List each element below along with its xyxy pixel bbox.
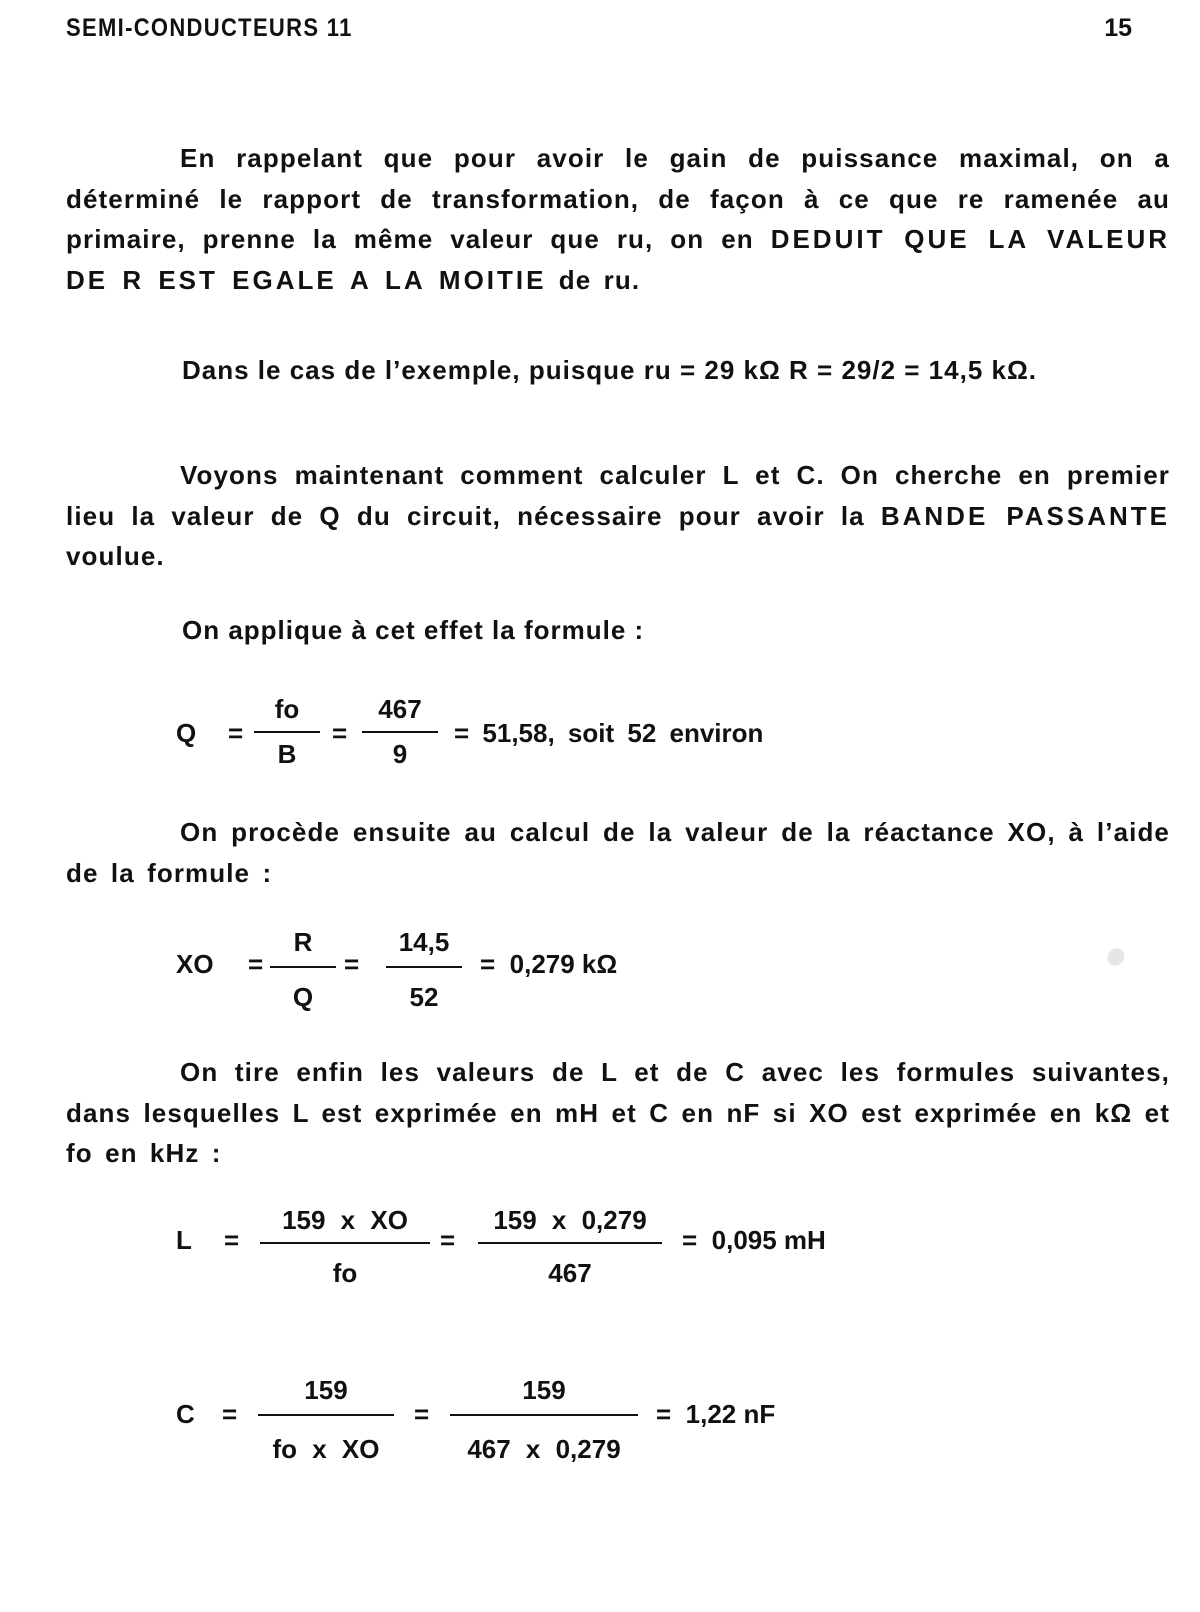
- paragraph-text: On tire enfin les valeurs de L et de C avec les formules suivantes, dans lesquelles L est exprimée en mH et C en nF si XO est exprimée en kΩ et fo en kHz :: [66, 1057, 1170, 1168]
- equals-sign: =: [440, 1225, 456, 1255]
- fraction: [260, 1205, 430, 1289]
- numerator: 159: [522, 1375, 566, 1405]
- fraction-bar: [258, 1414, 394, 1416]
- formula-result: = 1,22 nF: [656, 1399, 776, 1429]
- fraction-bar: [270, 966, 336, 968]
- paragraph-reactance: [66, 812, 1170, 893]
- emphasis-text: DEDUIT QUE LA VALEUR DE R EST EGALE A LA MOITIE: [66, 224, 1170, 295]
- numerator: 14,5: [398, 927, 450, 957]
- formula-xo: [0, 925, 1200, 1020]
- fraction-bar: [362, 731, 438, 733]
- fraction: [386, 927, 462, 1013]
- formula-result: = 51,58, soit 52 environ: [454, 718, 764, 748]
- paragraph-text: On procède ensuite au calcul de la valeur de la réactance XO, à l’aide de la formule :: [66, 817, 1170, 888]
- fraction-bar: [478, 1242, 662, 1244]
- denominator: B: [277, 739, 297, 769]
- equals-sign: =: [222, 1399, 238, 1429]
- fraction-bar: [450, 1414, 638, 1416]
- equals-sign: =: [228, 718, 244, 748]
- fraction: [258, 1375, 394, 1465]
- formula-result: = 0,095 mH: [682, 1225, 826, 1255]
- equals-sign: =: [414, 1399, 430, 1429]
- equals-sign: =: [344, 949, 360, 979]
- paragraph-calcul-lc: [66, 455, 1170, 577]
- fraction-bar: [254, 731, 320, 733]
- paragraph-text: de ru.: [546, 264, 641, 295]
- numerator: 159 x XO: [282, 1205, 408, 1235]
- formula-lhs: Q: [176, 718, 197, 748]
- denominator: Q: [292, 982, 314, 1012]
- paragraph-text: voulue.: [66, 541, 165, 571]
- paragraph-formules-lc: [66, 1052, 1170, 1174]
- fraction: [254, 694, 320, 770]
- page-number: 15: [1104, 14, 1132, 42]
- paragraph-text: Voyons maintenant comment calculer L et C. On cherche en premier lieu la valeur de Q du circuit, nécessaire pour avoir la: [66, 460, 1170, 531]
- fraction-bar: [260, 1242, 430, 1244]
- formula-result: = 0,279 kΩ: [480, 949, 618, 979]
- fraction: [362, 694, 438, 770]
- fraction: [450, 1375, 638, 1465]
- numerator: 159: [304, 1375, 348, 1405]
- emphasis-text: BANDE PASSANTE: [880, 500, 1170, 531]
- formula-l: [0, 1205, 1200, 1305]
- paragraph-text: En rappelant que pour avoir le gain de puissance maximal, on a déterminé le rapport de transformation, de façon à ce que re ramenée au primaire, prenne la même valeur que ru, on en: [66, 143, 1170, 254]
- paragraph-example: Dans le cas de l’exemple, puisque ru = 29 kΩ R = 29/2 = 14,5 kΩ.: [182, 355, 1038, 385]
- numerator: fo: [274, 694, 300, 724]
- denominator: 52: [409, 982, 439, 1012]
- numerator: 159 x 0,279: [493, 1205, 647, 1235]
- numerator: R: [293, 927, 313, 957]
- running-header: SEMI-CONDUCTEURS 11: [66, 14, 353, 42]
- fraction-bar: [386, 966, 462, 968]
- denominator: fo: [332, 1258, 358, 1288]
- denominator: 467: [548, 1258, 592, 1288]
- equals-sign: =: [332, 718, 348, 748]
- paragraph-gain-maximal: [66, 138, 1170, 300]
- denominator: 467 x 0,279: [467, 1434, 621, 1464]
- numerator: 467: [378, 694, 422, 724]
- formula-lhs: L: [176, 1225, 192, 1255]
- denominator: 9: [392, 739, 408, 769]
- formula-lhs: XO: [176, 949, 214, 979]
- paragraph-formule-intro: On applique à cet effet la formule :: [182, 615, 645, 645]
- fraction: [478, 1205, 662, 1289]
- equals-sign: =: [224, 1225, 240, 1255]
- denominator: fo x XO: [272, 1434, 380, 1464]
- formula-c: [0, 1375, 1200, 1475]
- formula-q: [0, 690, 1200, 780]
- fraction: [270, 927, 336, 1013]
- equals-sign: =: [248, 949, 264, 979]
- formula-lhs: C: [176, 1399, 195, 1429]
